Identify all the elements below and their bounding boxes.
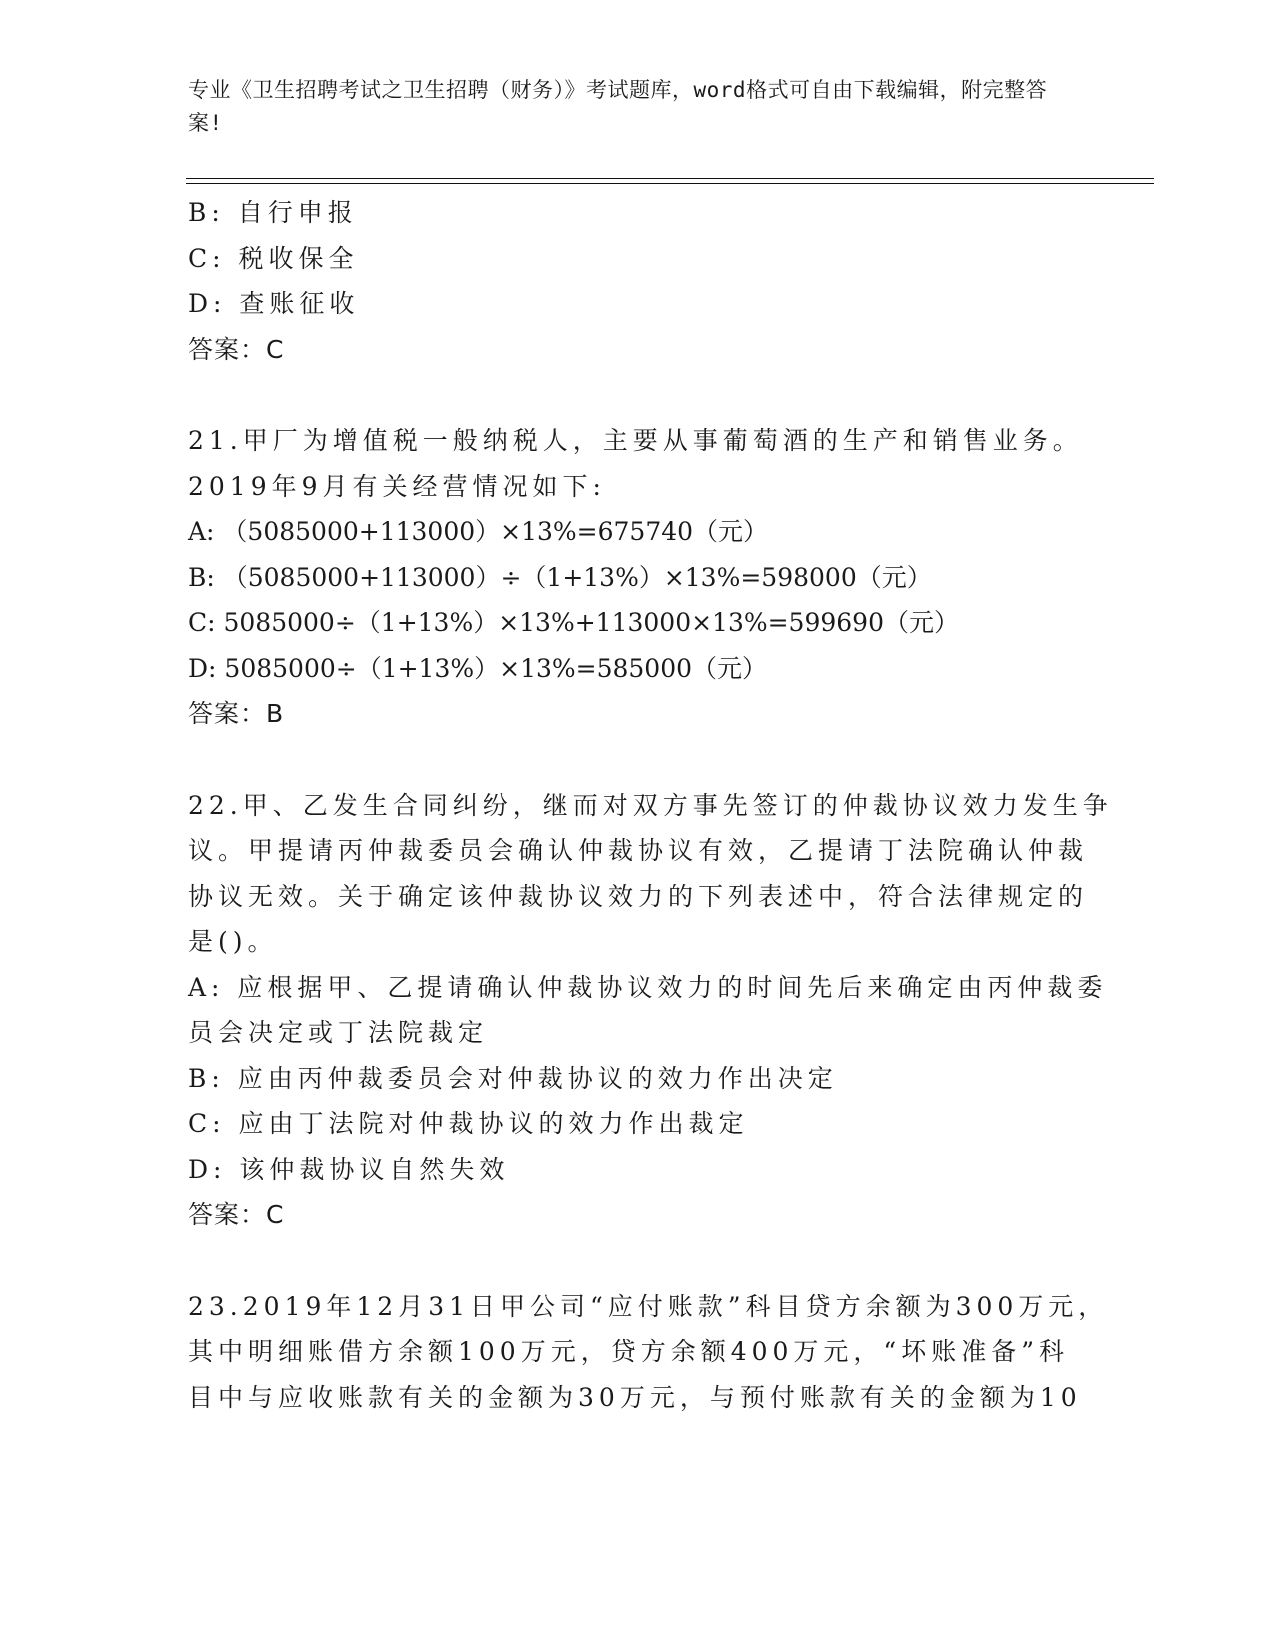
option-d: D: 5085000÷（1+13%）×13%=585000（元） xyxy=(188,653,768,683)
question-content xyxy=(188,190,1113,1420)
option-c: C: 税收保全 xyxy=(188,243,359,273)
header-divider-top xyxy=(186,178,1154,179)
option-b: B: 自行申报 xyxy=(188,198,358,227)
question-23 xyxy=(188,1284,1109,1421)
question-stem: 2019年9月有关经营情况如下: xyxy=(188,471,606,501)
question-21 xyxy=(188,418,1088,737)
question-stem: 21.甲厂为增值税一般纳税人，主要从事葡萄酒的生产和销售业务。 xyxy=(188,426,1083,455)
header-divider-bottom xyxy=(186,183,1154,184)
option-c: C: 应由丁法院对仲裁协议的效力作出裁定 xyxy=(188,1109,749,1138)
question-stem: 是()。 xyxy=(188,927,278,956)
question-stem: 协议无效。关于确定该仲裁协议效力的下列表述中，符合法律规定的 xyxy=(188,881,1089,911)
option-b: B: （5085000+113000）÷（1+13%）×13%=598000（元） xyxy=(188,562,932,592)
question-stem: 22.甲、乙发生合同纠纷，继而对双方事先签订的仲裁协议效力发生争 xyxy=(188,790,1113,820)
question-stem: 其中明细账借方余额100万元，贷方余额400万元，“坏账准备”科 xyxy=(188,1337,1069,1366)
option-a-continued: 员会决定或丁法院裁定 xyxy=(188,1018,489,1047)
option-c: C: 5085000÷（1+13%）×13%+113000×13%=599690（元） xyxy=(188,608,959,637)
document-header: 专业《卫生招聘考试之卫生招聘（财务）》考试题库，word格式可自由下载编辑，附完整答案! xyxy=(188,78,1048,135)
option-a: A: （5085000+113000）×13%=675740（元） xyxy=(188,517,769,546)
option-a: A: 应根据甲、乙提请确认仲裁协议效力的时间先后来确定由丙仲裁委 xyxy=(188,972,1108,1002)
answer: 答案：B xyxy=(188,699,285,728)
answer: 答案：C xyxy=(188,1200,285,1229)
question-22 xyxy=(188,783,1113,1238)
option-b: B: 应由丙仲裁委员会对仲裁协议的效力作出决定 xyxy=(188,1063,838,1093)
question-20-tail xyxy=(188,190,1088,372)
question-stem: 目中与应收账款有关的金额为30万元，与预付账款有关的金额为10 xyxy=(188,1382,1082,1412)
option-d: D: 该仲裁协议自然失效 xyxy=(188,1154,510,1184)
answer: 答案：C xyxy=(188,334,285,364)
question-stem: 议。甲提请丙仲裁委员会确认仲裁协议有效，乙提请丁法院确认仲裁 xyxy=(188,836,1089,865)
question-stem: 23.2019年12月31日甲公司“应付账款”科目贷方余额为300万元， xyxy=(188,1291,1109,1321)
option-d: D: 查账征收 xyxy=(188,289,360,318)
